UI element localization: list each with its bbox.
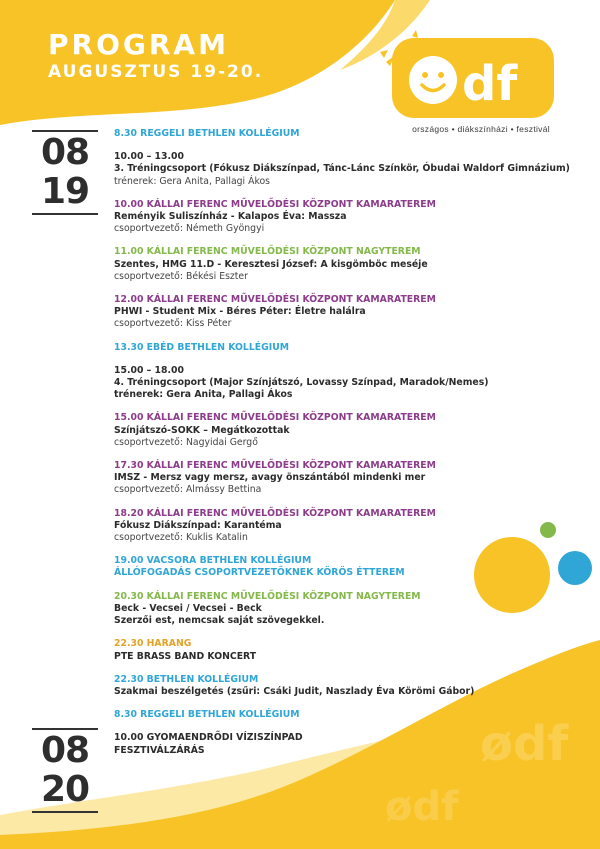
date-rule: [32, 213, 98, 215]
entry-title: 11.00 KÁLLAI FERENC MŰVELŐDÉSI KÖZPONT NAGYTEREM: [114, 246, 421, 258]
date-block-day2: [32, 728, 98, 813]
entry-description: csoportvezető: Kiss Péter: [114, 318, 232, 330]
schedule-entry: [114, 294, 584, 331]
entry-line: PTE BRASS BAND KONCERT: [114, 650, 257, 662]
schedule-entry: [114, 460, 584, 497]
schedule-entry: [114, 412, 584, 449]
smiley-face-icon: [409, 56, 457, 104]
entry-line: 3. Tréningcsoport (Fókusz Diákszínpad, Tánc-Lánc Színkör, Óbudai Waldorf Gimnázium): [114, 163, 570, 175]
schedule-entry: [114, 555, 584, 579]
date-day: 20: [40, 769, 90, 810]
schedule-entry: [114, 591, 584, 628]
date-rule: [32, 811, 98, 813]
entry-description: csoportvezető: Németh Gyöngyi: [114, 223, 265, 235]
date-block-day1: [32, 130, 98, 215]
entry-title: 19.00 VACSORA BETHLEN KOLLÉGIUM: [114, 555, 312, 567]
entry-line: 4. Tréningcsoport (Major Színjátszó, Lovassy Színpad, Maradok/Nemes): [114, 377, 489, 389]
date-day: 19: [40, 171, 90, 212]
entry-title: 10.00 GYOMAENDRŐDI VÍZISZÍNPAD: [114, 732, 303, 744]
schedule-entry: [114, 709, 584, 721]
entry-description: csoportvezető: Almássy Bettina: [114, 484, 262, 496]
schedule-entry: [114, 638, 584, 662]
footer-watermark-logo-2: ødf: [385, 784, 459, 830]
entry-title: 8.30 REGGELI BETHLEN KOLLÉGIUM: [114, 128, 300, 139]
svg-text:df: df: [462, 56, 518, 112]
entry-line: Beck - Vecsei / Vecsei - Beck: [114, 602, 262, 614]
entry-line: Szerzői est, nemcsak saját szövegekkel.: [114, 615, 325, 627]
entry-title: 18.20 KÁLLAI FERENC MŰVELŐDÉSI KÖZPONT KAMARATEREM: [114, 507, 436, 519]
entry-title: 8.30 REGGELI BETHLEN KOLLÉGIUM: [114, 709, 300, 721]
entry-line: Szentes, HMG 11.D - Keresztesi József: A kisgömböc meséje: [114, 258, 428, 270]
entry-line: FESZTIVÁLZÁRÁS: [114, 744, 205, 756]
schedule-entry: [114, 732, 584, 756]
footer-watermark-logo: ødf: [480, 716, 569, 772]
entry-title-2: ÁLLÓFOGADÁS CSOPORTVEZETŐKNEK KÖRÖS ÉTTEREM: [114, 567, 405, 579]
entry-line: Fókusz Diákszínpad: Karantéma: [114, 519, 282, 531]
schedule-entry: [114, 508, 584, 545]
entry-description: csoportvezető: Nagyidai Gergő: [114, 436, 258, 448]
entry-title: 22.30 HARANG: [114, 638, 192, 650]
entry-title: 15.00 KÁLLAI FERENC MŰVELŐDÉSI KÖZPONT KAMARATEREM: [114, 412, 436, 424]
entry-title: 13.30 EBÉD BETHLEN KOLLÉGIUM: [114, 341, 290, 353]
entry-title: 22.30 BETHLEN KOLLÉGIUM: [114, 673, 259, 685]
schedule-entry: [114, 365, 584, 402]
entry-title: 12.00 KÁLLAI FERENC MŰVELŐDÉSI KÖZPONT KAMARATEREM: [114, 294, 436, 306]
program-list: [114, 128, 584, 768]
day1-schedule: [114, 128, 584, 698]
entry-description: csoportvezető: Kuklis Katalin: [114, 532, 248, 544]
schedule-entry: [114, 342, 584, 354]
page-title: PROGRAM: [48, 28, 229, 61]
day2-schedule: [114, 709, 584, 757]
page-subtitle: AUGUSZTUS 19-20.: [48, 62, 264, 82]
schedule-entry: [114, 246, 584, 283]
date-month: 08: [40, 730, 90, 771]
schedule-entry: [114, 128, 584, 140]
entry-description: csoportvezető: Békési Eszter: [114, 270, 248, 282]
odf-logo: [378, 30, 563, 125]
date-month: 08: [40, 132, 90, 173]
entry-description: trénerek: Gera Anita, Pallagi Ákos: [114, 175, 271, 187]
entry-line: trénerek: Gera Anita, Pallagi Ákos: [114, 389, 293, 401]
entry-title: 10.00 – 13.00: [114, 151, 184, 163]
logo-tagline: országos • diákszínházi • fesztivál: [412, 124, 550, 134]
entry-line: Reményik Suliszínház - Kalapos Éva: Massza: [114, 211, 347, 223]
entry-title: 10.00 KÁLLAI FERENC MŰVELŐDÉSI KÖZPONT KAMARATEREM: [114, 198, 436, 210]
schedule-entry: [114, 151, 584, 188]
schedule-entry: [114, 199, 584, 236]
entry-line: IMSZ - Mersz vagy mersz, avagy önszántából mindenki mer: [114, 472, 426, 484]
entry-line: Színjátszó-SOKK – Megátkozottak: [114, 424, 290, 436]
entry-title: 15.00 – 18.00: [114, 364, 184, 376]
entry-line: PHWI - Student Mix - Béres Péter: Életre halálra: [114, 306, 366, 318]
entry-title: 17.30 KÁLLAI FERENC MŰVELŐDÉSI KÖZPONT KAMARATEREM: [114, 460, 436, 472]
entry-line: Szakmai beszélgetés (zsűri: Csáki Judit, Naszlady Éva Körömi Gábor): [114, 685, 475, 697]
entry-title: 20.30 KÁLLAI FERENC MŰVELŐDÉSI KÖZPONT NAGYTEREM: [114, 590, 421, 602]
schedule-entry: [114, 674, 584, 698]
